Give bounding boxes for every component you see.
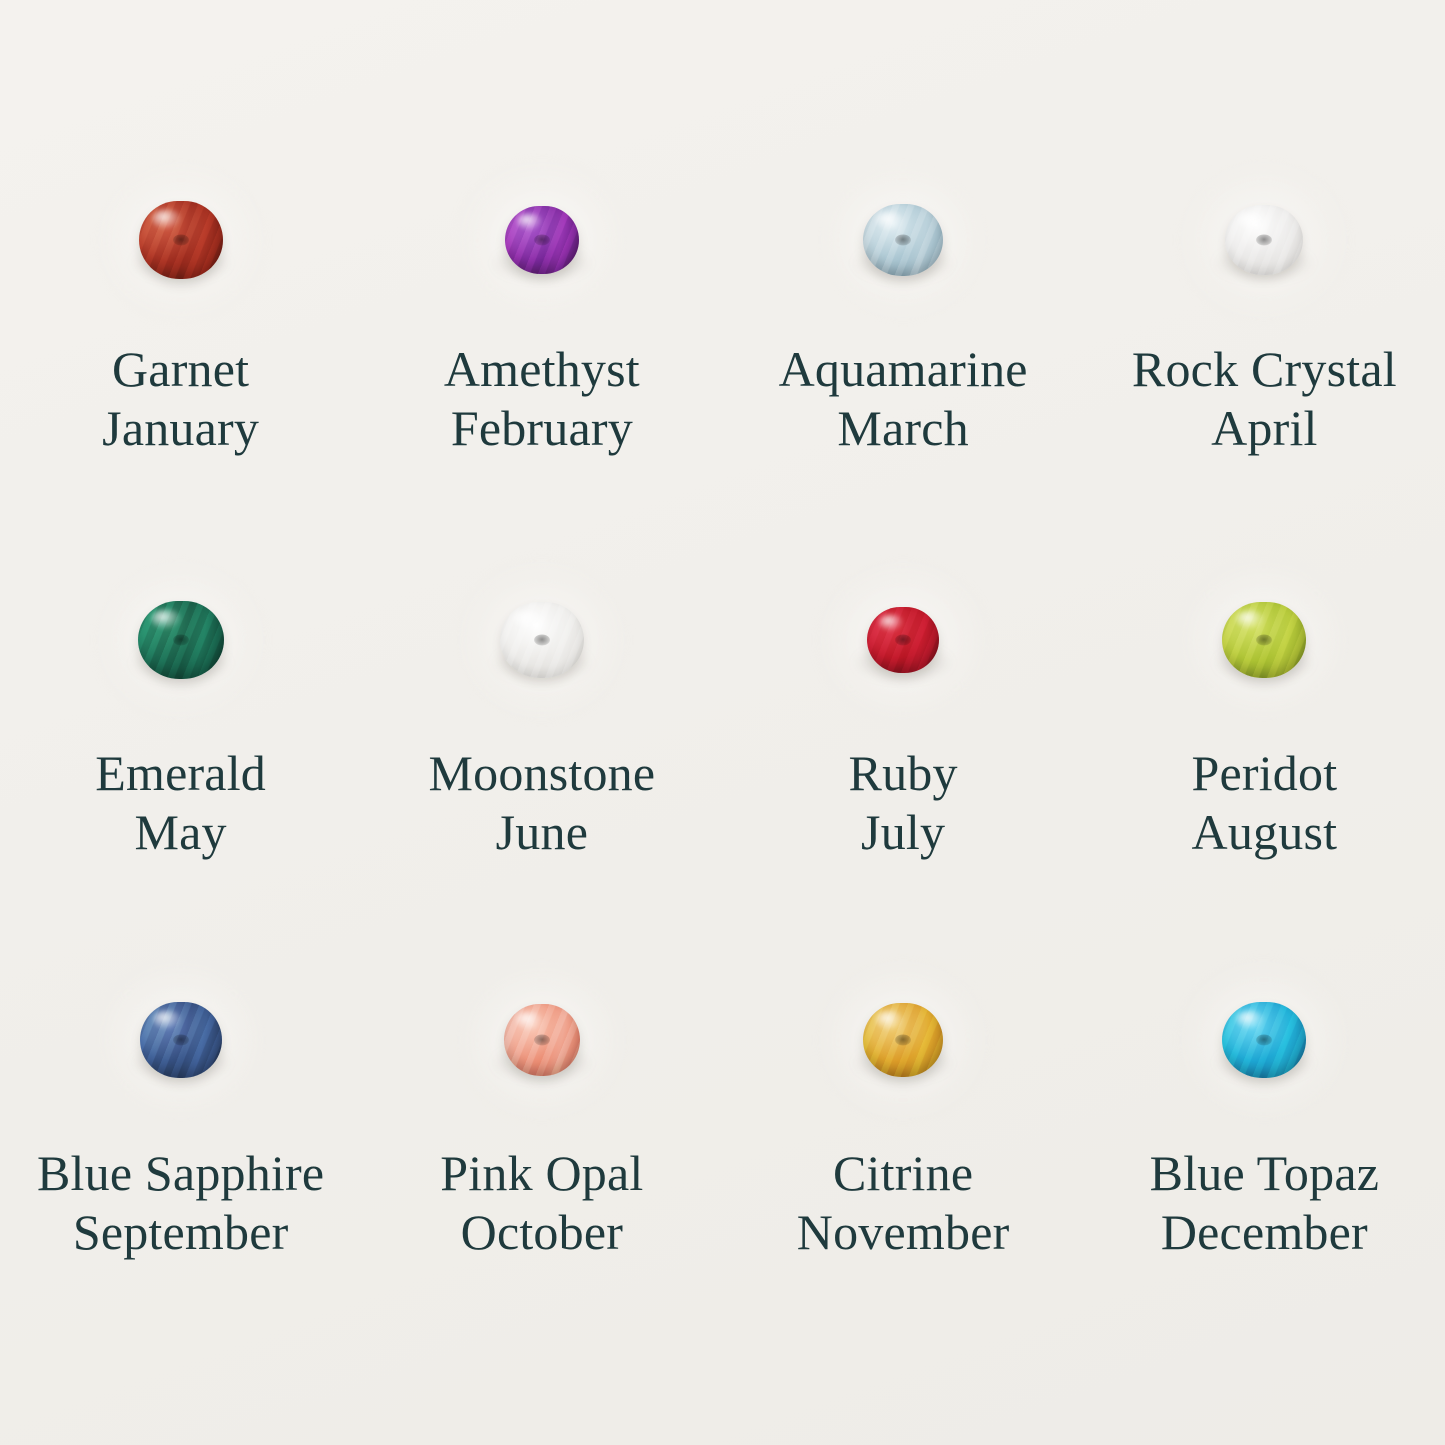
birthstone-label — [1132, 340, 1397, 458]
gemstone-bead-aquamarine — [863, 204, 943, 276]
gemstone-bead-slot — [813, 950, 993, 1130]
bead-hole — [895, 1035, 911, 1046]
birthstone-cell[interactable] — [0, 150, 361, 550]
bead-hole — [895, 635, 911, 646]
gemstone-bead-blue-topaz — [1222, 1002, 1306, 1078]
gem-name: Garnet — [112, 341, 250, 397]
gemstone-bead-slot — [91, 550, 271, 730]
birthstone-cell[interactable] — [723, 550, 1084, 950]
gem-name: Citrine — [832, 1145, 974, 1201]
bead-hole — [534, 1035, 550, 1046]
birthstone-cell[interactable] — [361, 550, 722, 950]
gemstone-bead-moonstone — [500, 602, 584, 678]
gemstone-bead-emerald — [138, 601, 224, 679]
bead-hole — [1256, 1035, 1272, 1046]
month-name: October — [460, 1204, 624, 1260]
gemstone-bead-rock-crystal — [1225, 205, 1303, 275]
birthstone-label — [849, 744, 958, 862]
birthstone-cell[interactable] — [0, 950, 361, 1350]
bead-hole — [1256, 235, 1272, 246]
gemstone-bead-slot — [813, 150, 993, 330]
gemstone-bead-pink-opal — [504, 1004, 580, 1076]
bead-hole — [173, 635, 189, 646]
bead-hole — [173, 235, 189, 246]
month-name: April — [1211, 400, 1318, 456]
month-name: July — [861, 804, 946, 860]
birthstone-label — [797, 1144, 1010, 1262]
gem-name: Moonstone — [428, 745, 656, 801]
birthstone-label — [440, 1144, 643, 1262]
month-name: August — [1191, 804, 1338, 860]
gemstone-bead-citrine — [863, 1003, 943, 1077]
birthstone-cell[interactable] — [361, 950, 722, 1350]
gemstone-bead-slot — [1174, 550, 1354, 730]
gemstone-bead-garnet — [139, 201, 223, 279]
birthstone-label — [444, 340, 640, 458]
gemstone-bead-slot — [452, 150, 632, 330]
birthstone-label — [102, 340, 259, 458]
gem-name: Amethyst — [443, 341, 640, 397]
month-name: May — [134, 804, 227, 860]
birthstone-cell[interactable] — [723, 950, 1084, 1350]
birthstone-cell[interactable] — [1084, 950, 1445, 1350]
month-name: December — [1160, 1204, 1368, 1260]
birthstone-cell[interactable] — [723, 150, 1084, 550]
gemstone-bead-slot — [813, 550, 993, 730]
gem-name: Aquamarine — [778, 341, 1028, 397]
gem-name: Rock Crystal — [1131, 341, 1397, 397]
gem-name: Ruby — [848, 745, 958, 801]
gem-name: Emerald — [95, 745, 266, 801]
gem-name: Peridot — [1191, 745, 1338, 801]
gemstone-bead-slot — [91, 950, 271, 1130]
birthstone-cell[interactable] — [0, 550, 361, 950]
gemstone-bead-slot — [1174, 950, 1354, 1130]
birthstone-cell[interactable] — [361, 150, 722, 550]
gemstone-bead-slot — [452, 950, 632, 1130]
birthstone-grid — [0, 150, 1445, 1350]
month-name: November — [796, 1204, 1010, 1260]
month-name: March — [837, 400, 969, 456]
birthstone-cell[interactable] — [1084, 150, 1445, 550]
gemstone-bead-ruby — [867, 607, 939, 673]
bead-hole — [534, 635, 550, 646]
gem-name: Blue Topaz — [1149, 1145, 1380, 1201]
birthstone-label — [1191, 744, 1337, 862]
birthstone-label — [428, 744, 655, 862]
month-name: February — [450, 400, 633, 456]
month-name: September — [72, 1204, 289, 1260]
gemstone-bead-slot — [1174, 150, 1354, 330]
bead-hole — [173, 1035, 189, 1046]
bead-hole — [534, 235, 550, 246]
birthstone-label — [37, 1144, 324, 1262]
birthstone-label — [1150, 1144, 1379, 1262]
month-name: January — [102, 400, 260, 456]
gemstone-bead-blue-sapphire — [140, 1002, 222, 1078]
gemstone-bead-slot — [452, 550, 632, 730]
gemstone-bead-peridot — [1222, 602, 1306, 678]
birthstone-cell[interactable] — [1084, 550, 1445, 950]
gem-name: Blue Sapphire — [36, 1145, 325, 1201]
gemstone-bead-slot — [91, 150, 271, 330]
gem-name: Pink Opal — [440, 1145, 644, 1201]
month-name: June — [495, 804, 589, 860]
bead-hole — [895, 235, 911, 246]
birthstone-label — [779, 340, 1028, 458]
gemstone-bead-amethyst — [505, 206, 579, 274]
birthstone-label — [95, 744, 266, 862]
bead-hole — [1256, 635, 1272, 646]
